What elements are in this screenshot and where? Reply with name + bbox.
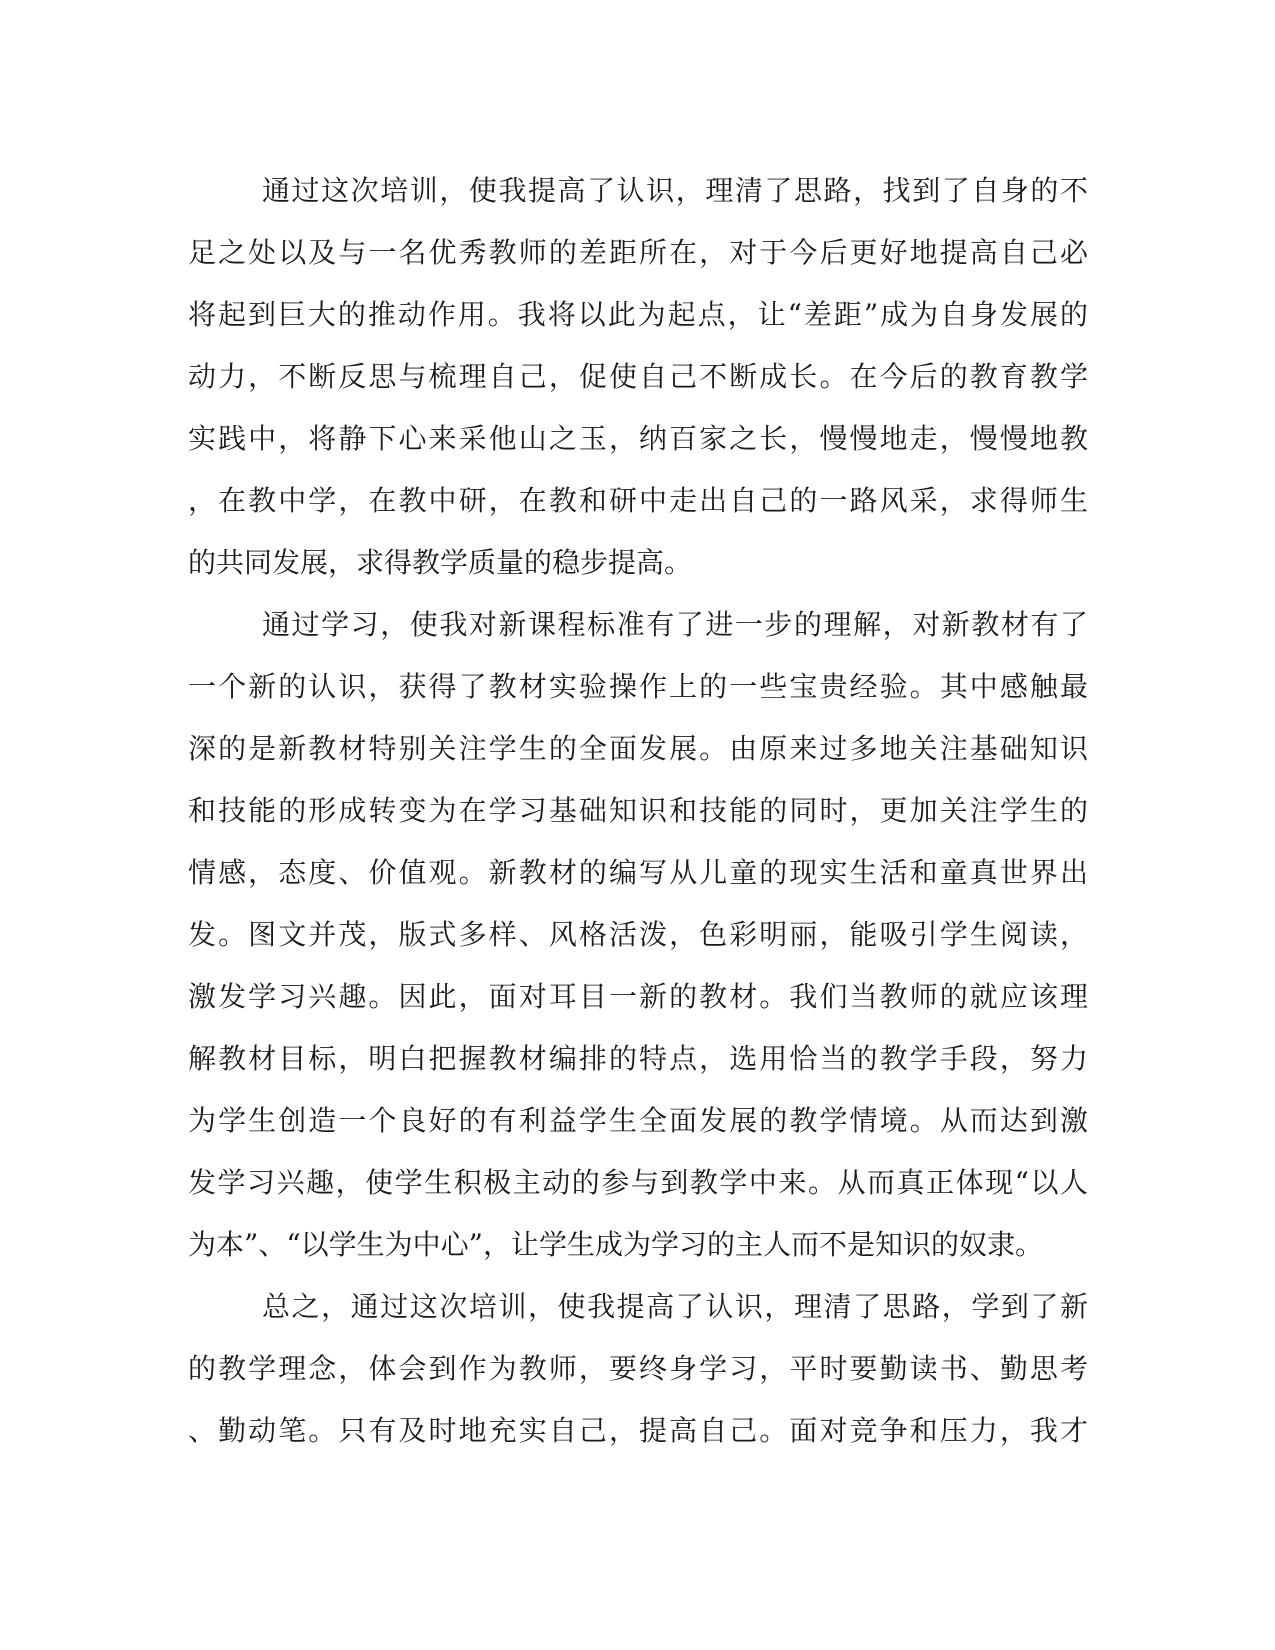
paragraph-line: 和技能的形成转变为在学习基础知识和技能的同时，更加关注学生的 [188, 794, 1088, 827]
paragraph-line: 激发学习兴趣。因此，面对耳目一新的教材。我们当教师的就应该理 [188, 980, 1088, 1013]
paragraph-line: 实践中，将静下心来采他山之玉，纳百家之长，慢慢地走，慢慢地教 [188, 422, 1088, 455]
paragraph-line: 一个新的认识，获得了教材实验操作上的一些宝贵经验。其中感触最 [188, 670, 1088, 703]
paragraph-line: 情感，态度、价值观。新教材的编写从儿童的现实生活和童真世界出 [188, 856, 1088, 889]
document-body [188, 160, 1088, 1462]
paragraph [188, 160, 1088, 594]
paragraph-line: 为学生创造一个良好的有利益学生全面发展的教学情境。从而达到激 [188, 1104, 1088, 1137]
paragraph-line: 为本”、“以学生为中心”，让学生成为学习的主人而不是知识的奴隶。 [188, 1228, 1043, 1261]
paragraph-line: 通过这次培训，使我提高了认识，理清了思路，找到了自身的不 [262, 174, 1088, 207]
paragraph-line: 足之处以及与一名优秀教师的差距所在，对于今后更好地提高自己必 [188, 236, 1088, 269]
paragraph-line: 、勤动笔。只有及时地充实自己，提高自己。面对竞争和压力，我才 [188, 1414, 1088, 1447]
paragraph [188, 1276, 1088, 1462]
paragraph-line: ，在教中学，在教中研，在教和研中走出自己的一路风采，求得师生 [188, 484, 1088, 517]
paragraph-line: 发学习兴趣，使学生积极主动的参与到教学中来。从而真正体现“以人 [188, 1166, 1088, 1199]
paragraph-line: 的共同发展，求得教学质量的稳步提高。 [188, 546, 693, 579]
paragraph-line: 深的是新教材特别关注学生的全面发展。由原来过多地关注基础知识 [188, 732, 1088, 765]
paragraph-line: 解教材目标，明白把握教材编排的特点，选用恰当的教学手段，努力 [188, 1042, 1088, 1075]
paragraph-line: 动力，不断反思与梳理自己，促使自己不断成长。在今后的教育教学 [188, 360, 1088, 393]
paragraph-line: 通过学习，使我对新课程标准有了进一步的理解，对新教材有了 [262, 608, 1088, 641]
paragraph-line: 将起到巨大的推动作用。我将以此为起点，让“差距”成为自身发展的 [188, 298, 1088, 331]
paragraph-line: 发。图文并茂，版式多样、风格活泼，色彩明丽，能吸引学生阅读， [188, 918, 1088, 951]
paragraph [188, 594, 1088, 1276]
paragraph-line: 的教学理念，体会到作为教师，要终身学习，平时要勤读书、勤思考 [188, 1352, 1088, 1385]
paragraph-line: 总之，通过这次培训，使我提高了认识，理清了思路，学到了新 [262, 1290, 1088, 1323]
